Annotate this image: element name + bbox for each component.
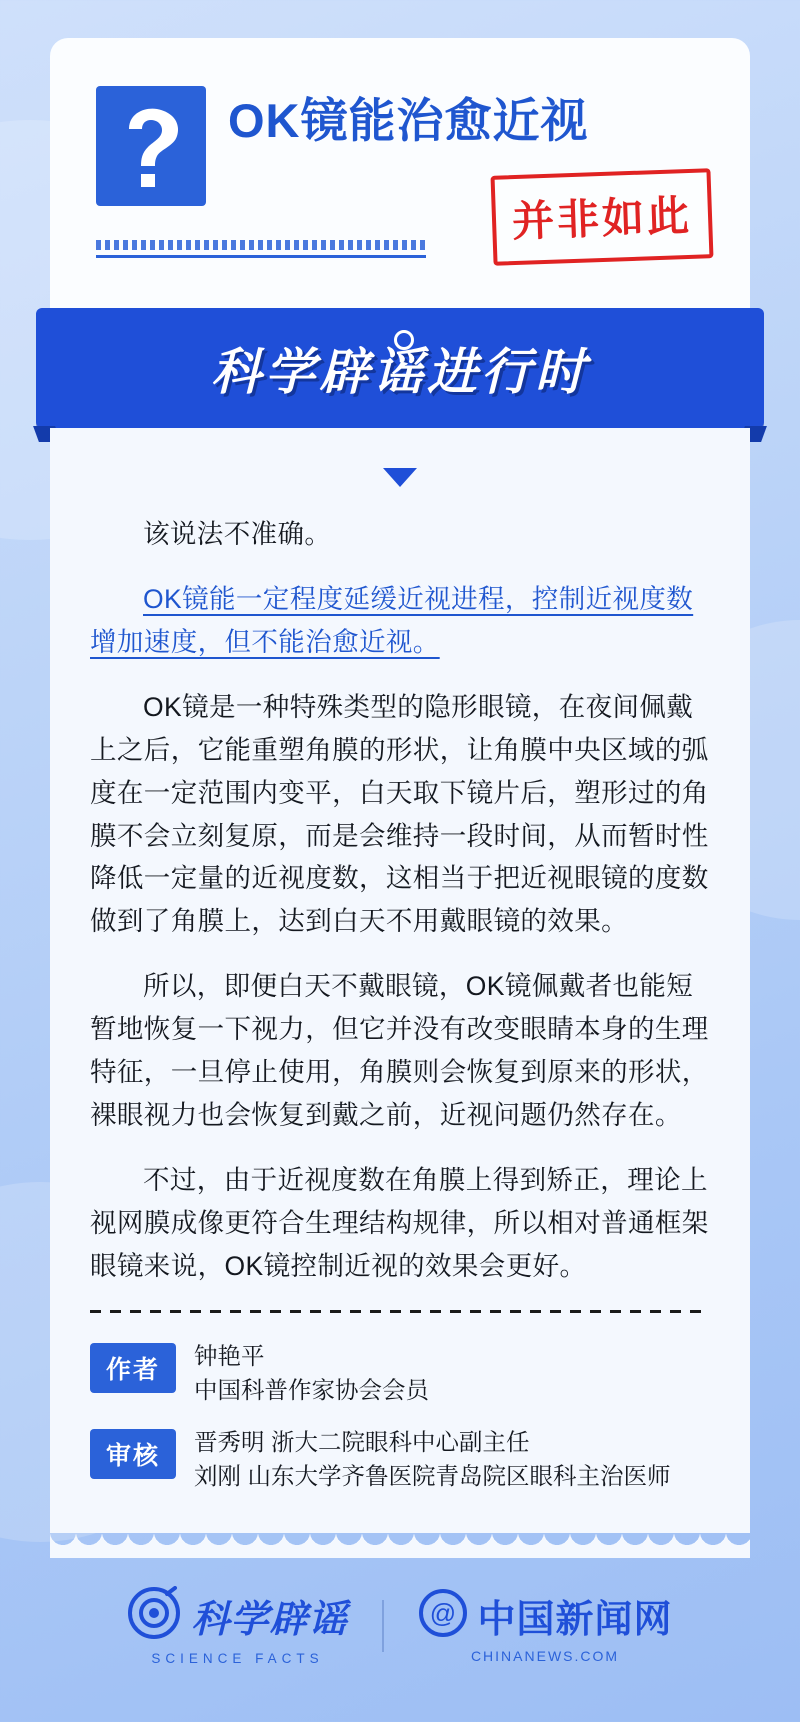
question-mark-icon <box>96 86 206 206</box>
paragraph: 不过，由于近视度数在角膜上得到矫正，理论上视网膜成像更符合生理结构规律，所以相对普通框架眼镜来说，OK镜控制近视的效果会更好。 <box>90 1164 709 1281</box>
credits-section <box>90 1339 710 1493</box>
section-banner-label <box>211 332 589 404</box>
credit-line: 晋秀明 浙大二院眼科中心副主任 <box>194 1428 530 1455</box>
solid-rule <box>96 255 426 258</box>
dashed-rule <box>96 240 426 250</box>
science-facts-logo-subtext: SCIENCE FACTS <box>151 1651 324 1666</box>
credit-tag: 作者 <box>90 1343 176 1393</box>
svg-text:@: @ <box>429 1598 456 1628</box>
science-facts-logo-icon <box>127 1586 181 1645</box>
footer-divider <box>382 1600 384 1652</box>
science-facts-logo-text: 科学辟谣 <box>191 1599 348 1641</box>
section-banner <box>36 308 764 428</box>
infographic-card <box>50 38 750 1559</box>
credit-row-reviewer <box>90 1425 710 1493</box>
banner-circle-icon <box>394 330 414 350</box>
credit-line: 中国科普作家协会会员 <box>194 1376 430 1403</box>
footer <box>0 1586 800 1666</box>
header-panel <box>50 38 750 308</box>
verdict-stamp: 并非如此 <box>490 168 713 266</box>
paragraph-highlighted: OK镜能一定程度延缓近视进程，控制近视度数增加速度，但不能治愈近视。 <box>90 583 694 657</box>
credit-lines <box>194 1425 671 1493</box>
chinanews-logo-text: 中国新闻网 <box>477 1599 673 1641</box>
paragraph: 所以，即便白天不戴眼镜，OK镜佩戴者也能短暂地恢复一下视力，但它并没有改变眼睛本身的生理特征，一旦停止使用，角膜则会恢复到原来的形状，裸眼视力也会恢复到戴之前，近视问题仍然存在。 <box>90 971 709 1131</box>
chinanews-logo <box>418 1588 673 1664</box>
science-facts-logo <box>127 1586 347 1666</box>
chevron-down-icon <box>383 468 417 487</box>
chinanews-logo-icon <box>418 1588 468 1643</box>
credit-line: 刘刚 山东大学齐鲁医院青岛院区眼科主治医师 <box>194 1462 671 1489</box>
content-panel <box>50 428 750 1533</box>
paragraph: OK镜是一种特殊类型的隐形眼镜，在夜间佩戴上之后，它能重塑角膜的形状，让角膜中央区域的弧度在一定范围内变平，白天取下镜片后，塑形过的角膜不会立刻复原，而是会维持一段时间，从而暂时性降低一定量的近视度数，这相当于把近视眼镜的度数做到了角膜上，达到白天不用戴眼镜的效果。 <box>90 691 709 937</box>
paragraph: 该说法不准确。 <box>143 519 332 549</box>
credit-lines <box>194 1339 429 1407</box>
divider <box>90 1310 710 1313</box>
credit-line: 钟艳平 <box>194 1342 265 1369</box>
chinanews-logo-subtext: CHINANEWS.COM <box>470 1648 620 1664</box>
credit-row-author <box>90 1339 710 1407</box>
credit-tag: 审核 <box>90 1429 176 1479</box>
page-title: OK镜能治愈近视 <box>228 94 589 147</box>
card-bottom-scallop <box>50 1533 750 1559</box>
banner-text: 科学辟谣进行时 <box>211 344 589 400</box>
